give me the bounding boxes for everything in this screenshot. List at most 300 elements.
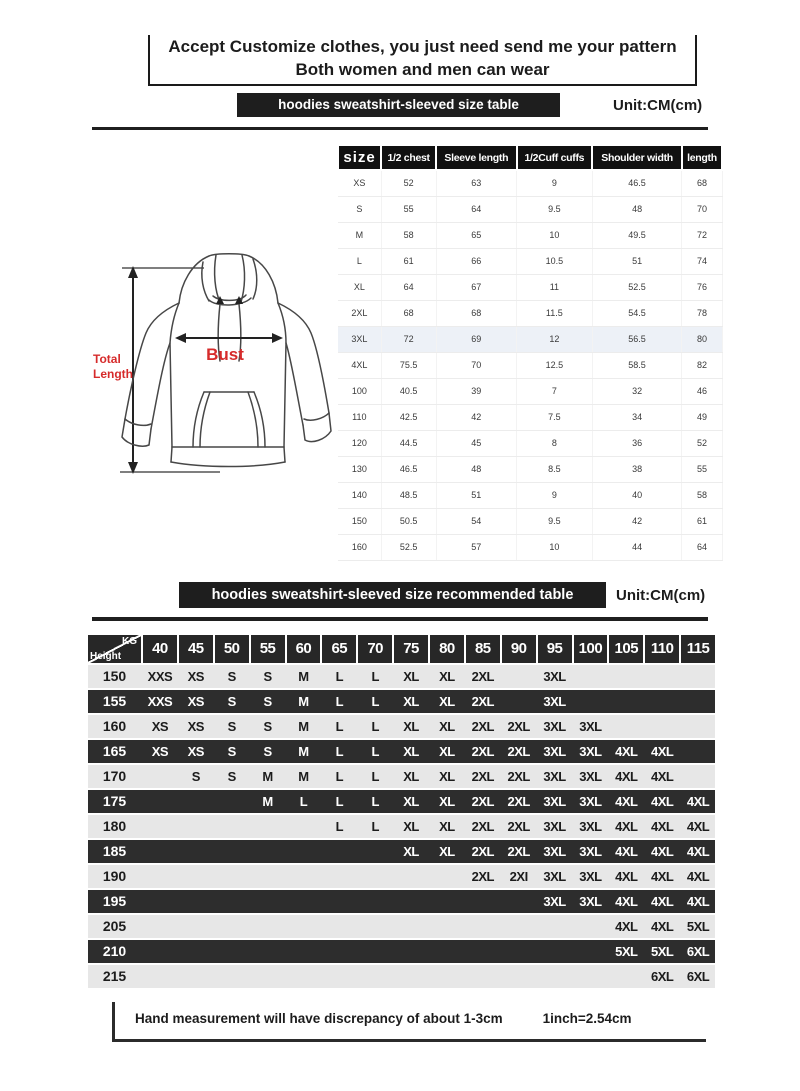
recommended-size-cell: 4XL bbox=[686, 869, 710, 884]
size-table-cell: 63 bbox=[436, 170, 516, 196]
recommended-size-cell: XS bbox=[187, 694, 204, 709]
recommended-size-cell: 3XL bbox=[543, 769, 566, 784]
kg-label: KG bbox=[122, 636, 137, 647]
size-table-head bbox=[338, 145, 722, 170]
height-row-label: 175 bbox=[102, 793, 127, 809]
recommended-size-cell bbox=[179, 965, 213, 988]
recommended-size-cell: 4XL bbox=[651, 869, 674, 884]
total-length-label-line1: Total bbox=[93, 352, 121, 366]
recommended-row bbox=[88, 665, 715, 688]
size-table-cell: 64 bbox=[436, 196, 516, 222]
size-table-cell: 51 bbox=[436, 482, 516, 508]
divider-line-top bbox=[92, 127, 708, 130]
recommended-size-cell bbox=[574, 915, 608, 938]
recommended-size-cell bbox=[466, 940, 500, 963]
recommended-size-cell: 3XL bbox=[579, 844, 602, 859]
recommended-size-cell: 4XL bbox=[686, 794, 710, 809]
recommended-size-cell: 4XL bbox=[615, 769, 638, 784]
customize-note bbox=[148, 35, 697, 86]
recommended-size-cell: XL bbox=[439, 769, 455, 784]
size-table-cell: 68 bbox=[381, 300, 436, 326]
recommended-size-cell: XL bbox=[439, 669, 455, 684]
size-table-column-header: Sleeve length bbox=[436, 145, 516, 170]
recommended-size-cell: 2XL bbox=[471, 744, 494, 759]
recommended-row bbox=[88, 690, 715, 713]
recommended-row bbox=[88, 940, 715, 963]
recommended-size-cell bbox=[394, 965, 428, 988]
recommended-size-cell: XL bbox=[403, 694, 419, 709]
size-table-cell: 67 bbox=[436, 274, 516, 300]
size-table-cell: 9 bbox=[517, 170, 593, 196]
recommended-size-cell bbox=[322, 915, 356, 938]
size-table-cell: 52.5 bbox=[381, 534, 436, 560]
recommended-size-cell bbox=[322, 865, 356, 888]
size-table-cell: 50.5 bbox=[381, 508, 436, 534]
recommended-size-cell: L bbox=[335, 744, 344, 759]
recommended-size-cell: 4XL bbox=[651, 844, 674, 859]
weight-column-header: 105 bbox=[609, 635, 643, 663]
recommended-table-banner: hoodies sweatshirt-sleeved size recommended table bbox=[179, 582, 606, 608]
recommended-size-cell: 5XL bbox=[615, 944, 638, 959]
weight-column-header: 80 bbox=[430, 635, 464, 663]
recommended-size-cell: 3XL bbox=[543, 844, 566, 859]
size-table bbox=[337, 144, 723, 576]
recommended-size-cell bbox=[502, 690, 536, 713]
recommended-row bbox=[88, 965, 715, 988]
size-table-cell: 10.5 bbox=[517, 248, 593, 274]
recommended-size-cell: 4XL bbox=[651, 769, 674, 784]
size-table-cell: 12 bbox=[517, 326, 593, 352]
size-table-cell: L bbox=[338, 248, 381, 274]
recommended-size-cell bbox=[287, 840, 321, 863]
size-table-cell: 68 bbox=[436, 300, 516, 326]
size-table-cell: 40.5 bbox=[381, 378, 436, 404]
recommended-size-cell: 2XL bbox=[471, 719, 494, 734]
size-table-cell: 45 bbox=[436, 430, 516, 456]
height-row-label: 155 bbox=[102, 693, 127, 709]
size-table-cell: XS bbox=[338, 170, 381, 196]
recommended-size-cell bbox=[143, 790, 177, 813]
customize-note-line1: Accept Customize clothes, you just need send me your pattern bbox=[168, 37, 677, 56]
recommended-size-cell: 3XL bbox=[543, 744, 566, 759]
recommended-size-cell bbox=[179, 865, 213, 888]
size-table-cell: 49 bbox=[682, 404, 722, 430]
recommended-size-cell: S bbox=[227, 769, 236, 784]
size-table-cell: 76 bbox=[682, 274, 722, 300]
recommended-size-cell: 4XL bbox=[686, 844, 710, 859]
recommended-size-cell: M bbox=[262, 769, 273, 784]
size-table-cell: 42 bbox=[592, 508, 682, 534]
size-table-row bbox=[338, 404, 722, 430]
recommended-size-cell bbox=[574, 665, 608, 688]
recommended-size-cell: 4XL bbox=[651, 794, 674, 809]
recommended-size-cell: 3XL bbox=[579, 744, 602, 759]
size-table-cell: 36 bbox=[592, 430, 682, 456]
recommended-size-cell: 3XL bbox=[543, 869, 566, 884]
recommended-size-cell: M bbox=[298, 694, 309, 709]
recommended-size-cell: S bbox=[227, 669, 236, 684]
hoodie-illustration bbox=[92, 241, 337, 489]
height-label-corner: Height bbox=[90, 651, 122, 662]
size-table-cell: 72 bbox=[682, 222, 722, 248]
recommended-row bbox=[88, 740, 715, 763]
recommended-size-cell bbox=[466, 890, 500, 913]
size-table-row bbox=[338, 378, 722, 404]
weight-column-header: 110 bbox=[645, 635, 679, 663]
height-row-label: 195 bbox=[102, 893, 127, 909]
recommended-size-cell bbox=[466, 915, 500, 938]
recommended-size-cell bbox=[215, 915, 249, 938]
recommended-size-cell bbox=[143, 765, 177, 788]
recommended-size-cell: 4XL bbox=[651, 819, 674, 834]
hoodie-diagram bbox=[92, 241, 337, 576]
recommended-size-cell: 4XL bbox=[615, 844, 638, 859]
recommended-row bbox=[88, 840, 715, 863]
size-table-cell: 34 bbox=[592, 404, 682, 430]
recommended-size-cell bbox=[574, 965, 608, 988]
size-table-cell: 120 bbox=[338, 430, 381, 456]
recommended-size-cell: XL bbox=[439, 844, 455, 859]
recommended-size-cell bbox=[430, 865, 464, 888]
recommended-size-cell bbox=[143, 890, 177, 913]
recommended-size-cell bbox=[287, 915, 321, 938]
recommended-size-cell bbox=[609, 690, 643, 713]
recommended-size-cell: 4XL bbox=[651, 744, 674, 759]
size-table-column-header: size bbox=[338, 145, 381, 170]
recommended-size-cell bbox=[358, 915, 392, 938]
size-table-row bbox=[338, 534, 722, 560]
recommended-size-cell bbox=[179, 890, 213, 913]
recommended-size-cell: 2XL bbox=[507, 769, 530, 784]
size-table-cell: 54.5 bbox=[592, 300, 682, 326]
size-table-cell: 44.5 bbox=[381, 430, 436, 456]
recommended-size-cell: 2XL bbox=[471, 694, 494, 709]
recommended-size-cell bbox=[645, 690, 679, 713]
recommended-size-cell bbox=[179, 815, 213, 838]
recommended-size-cell: L bbox=[335, 794, 344, 809]
recommended-size-cell: 3XL bbox=[543, 794, 566, 809]
size-table-cell: 9 bbox=[517, 482, 593, 508]
recommended-size-cell bbox=[215, 965, 249, 988]
size-table-row bbox=[338, 274, 722, 300]
size-table-cell: 55 bbox=[682, 456, 722, 482]
size-table-cell: 78 bbox=[682, 300, 722, 326]
size-table-cell: 10 bbox=[517, 534, 593, 560]
size-table-cell: 150 bbox=[338, 508, 381, 534]
size-table-row bbox=[338, 352, 722, 378]
size-table-cell: 160 bbox=[338, 534, 381, 560]
size-table-cell: 58.5 bbox=[592, 352, 682, 378]
recommended-size-cell bbox=[502, 915, 536, 938]
size-table-cell: 48.5 bbox=[381, 482, 436, 508]
recommended-size-cell: XL bbox=[439, 794, 455, 809]
measurement-note-text: Hand measurement will have discrepancy of about 1-3cm bbox=[135, 1011, 503, 1026]
recommended-size-cell bbox=[394, 940, 428, 963]
recommended-size-cell bbox=[430, 940, 464, 963]
size-table-column-header: 1/2Cuff cuffs bbox=[517, 145, 593, 170]
recommended-size-cell: XL bbox=[403, 844, 419, 859]
recommended-size-cell: 4XL bbox=[651, 919, 674, 934]
recommended-size-cell bbox=[215, 890, 249, 913]
recommended-size-cell bbox=[215, 865, 249, 888]
size-table-cell: 140 bbox=[338, 482, 381, 508]
recommended-size-cell: 6XL bbox=[686, 944, 710, 959]
recommended-size-cell bbox=[215, 815, 249, 838]
recommended-size-cell: S bbox=[191, 769, 200, 784]
recommended-size-cell bbox=[215, 840, 249, 863]
recommended-size-cell bbox=[287, 965, 321, 988]
recommended-size-cell: 6XL bbox=[686, 969, 710, 984]
size-table-cell: 65 bbox=[436, 222, 516, 248]
recommended-size-cell bbox=[143, 865, 177, 888]
size-table-cell: 39 bbox=[436, 378, 516, 404]
recommended-size-cell: L bbox=[299, 794, 308, 809]
size-table-cell: 130 bbox=[338, 456, 381, 482]
size-table-cell: 64 bbox=[381, 274, 436, 300]
height-row-label: 205 bbox=[102, 918, 127, 934]
recommended-size-cell: S bbox=[227, 694, 236, 709]
height-row-label: 190 bbox=[102, 868, 127, 884]
size-table-cell: 58 bbox=[682, 482, 722, 508]
recommended-size-cell bbox=[681, 715, 715, 738]
recommended-size-cell: 2XL bbox=[507, 844, 530, 859]
size-table-cell: 48 bbox=[436, 456, 516, 482]
size-table-cell: 100 bbox=[338, 378, 381, 404]
recommended-size-cell: M bbox=[262, 794, 273, 809]
recommended-size-cell: XL bbox=[439, 744, 455, 759]
recommended-size-cell bbox=[609, 965, 643, 988]
size-table-row bbox=[338, 248, 722, 274]
recommended-size-cell: XXS bbox=[147, 694, 173, 709]
recommended-size-cell bbox=[143, 840, 177, 863]
weight-column-header: 115 bbox=[681, 635, 715, 663]
recommended-size-cell: 2XL bbox=[507, 794, 530, 809]
size-table-cell: 82 bbox=[682, 352, 722, 378]
recommended-size-cell bbox=[251, 815, 285, 838]
recommended-size-cell bbox=[502, 940, 536, 963]
size-table-cell: 68 bbox=[682, 170, 722, 196]
recommended-size-cell: 4XL bbox=[686, 819, 710, 834]
recommended-size-cell: L bbox=[335, 769, 344, 784]
size-table-cell: 46.5 bbox=[592, 170, 682, 196]
size-table-cell: 56.5 bbox=[592, 326, 682, 352]
recommended-size-cell bbox=[394, 915, 428, 938]
size-table-column-header: length bbox=[682, 145, 722, 170]
weight-column-header: 100 bbox=[574, 635, 608, 663]
recommended-size-cell bbox=[681, 740, 715, 763]
weight-column-header: 75 bbox=[394, 635, 428, 663]
size-table-cell: 54 bbox=[436, 508, 516, 534]
recommended-size-cell: M bbox=[298, 719, 309, 734]
size-table-cell: 44 bbox=[592, 534, 682, 560]
recommended-size-cell bbox=[179, 915, 213, 938]
recommended-size-cell: XL bbox=[403, 744, 419, 759]
size-table-cell: 7 bbox=[517, 378, 593, 404]
size-table-row bbox=[338, 222, 722, 248]
recommended-size-cell bbox=[251, 865, 285, 888]
size-table-banner-row bbox=[0, 93, 800, 117]
recommended-table-unit: Unit:CM(cm) bbox=[616, 586, 706, 604]
recommended-size-cell bbox=[394, 890, 428, 913]
height-row-label: 185 bbox=[102, 843, 127, 859]
weight-column-header: 95 bbox=[538, 635, 572, 663]
recommended-size-cell: L bbox=[335, 694, 344, 709]
recommended-size-cell bbox=[251, 890, 285, 913]
recommended-size-cell: 3XL bbox=[579, 819, 602, 834]
recommended-size-cell bbox=[143, 940, 177, 963]
recommended-banner-row bbox=[0, 582, 800, 608]
size-table-grid bbox=[337, 144, 723, 561]
size-table-cell: 11.5 bbox=[517, 300, 593, 326]
customize-note-line2: Both women and men can wear bbox=[295, 60, 550, 79]
size-table-cell: 57 bbox=[436, 534, 516, 560]
recommended-size-cell: 2XL bbox=[471, 869, 494, 884]
size-table-column-header: 1/2 chest bbox=[381, 145, 436, 170]
recommended-size-cell bbox=[430, 890, 464, 913]
recommended-size-cell bbox=[179, 940, 213, 963]
recommended-size-cell bbox=[251, 915, 285, 938]
size-table-cell: 70 bbox=[682, 196, 722, 222]
size-table-cell: 51 bbox=[592, 248, 682, 274]
size-table-cell: 52.5 bbox=[592, 274, 682, 300]
recommended-size-cell: 2XL bbox=[471, 669, 494, 684]
weight-column-header: 40 bbox=[143, 635, 177, 663]
recommended-size-cell: L bbox=[335, 669, 344, 684]
size-table-cell: 110 bbox=[338, 404, 381, 430]
recommended-size-cell: S bbox=[263, 694, 272, 709]
size-table-row bbox=[338, 170, 722, 196]
size-table-cell: 66 bbox=[436, 248, 516, 274]
recommended-size-cell: S bbox=[227, 719, 236, 734]
height-row-label: 150 bbox=[102, 668, 127, 684]
size-table-cell: 64 bbox=[682, 534, 722, 560]
recommended-row bbox=[88, 815, 715, 838]
recommended-size-cell: 3XL bbox=[543, 894, 566, 909]
recommended-size-cell: 4XL bbox=[615, 869, 638, 884]
height-row-label: 165 bbox=[102, 743, 127, 759]
recommended-size-cell bbox=[287, 815, 321, 838]
recommended-size-cell bbox=[251, 840, 285, 863]
recommended-size-cell bbox=[466, 965, 500, 988]
recommended-size-cell: 3XL bbox=[543, 819, 566, 834]
recommended-size-cell bbox=[143, 965, 177, 988]
recommended-size-cell bbox=[681, 690, 715, 713]
recommended-size-cell bbox=[394, 865, 428, 888]
size-table-cell: 58 bbox=[381, 222, 436, 248]
size-table-cell: 8 bbox=[517, 430, 593, 456]
recommended-table bbox=[88, 635, 715, 988]
weight-column-header: 90 bbox=[502, 635, 536, 663]
recommended-size-cell bbox=[502, 965, 536, 988]
size-table-cell: 80 bbox=[682, 326, 722, 352]
recommended-row bbox=[88, 865, 715, 888]
recommended-size-cell: XS bbox=[187, 719, 204, 734]
size-table-cell: S bbox=[338, 196, 381, 222]
measurement-note bbox=[112, 1002, 706, 1042]
recommended-size-cell: S bbox=[263, 744, 272, 759]
height-row-label: 215 bbox=[102, 968, 127, 984]
recommended-size-cell: XL bbox=[403, 669, 419, 684]
recommended-size-cell: S bbox=[263, 719, 272, 734]
size-table-cell: 72 bbox=[381, 326, 436, 352]
recommended-size-cell: 2XI bbox=[509, 869, 528, 884]
weight-column-header: 45 bbox=[179, 635, 213, 663]
bust-label: Bust bbox=[206, 345, 244, 364]
measurement-section bbox=[0, 144, 800, 576]
size-table-cell: 70 bbox=[436, 352, 516, 378]
recommended-size-cell: XL bbox=[403, 819, 419, 834]
recommended-size-cell: 2XL bbox=[507, 819, 530, 834]
recommended-size-cell: 4XL bbox=[615, 819, 638, 834]
recommended-size-cell: 3XL bbox=[579, 894, 602, 909]
recommended-size-cell: L bbox=[335, 719, 344, 734]
size-table-body bbox=[338, 170, 722, 560]
size-table-cell: 61 bbox=[682, 508, 722, 534]
recommended-size-cell: 4XL bbox=[651, 894, 674, 909]
size-table-cell: 52 bbox=[682, 430, 722, 456]
recommended-size-cell bbox=[430, 915, 464, 938]
recommended-size-cell bbox=[179, 790, 213, 813]
recommended-size-cell bbox=[645, 715, 679, 738]
recommended-size-cell: 3XL bbox=[579, 794, 602, 809]
size-table-cell: 75.5 bbox=[381, 352, 436, 378]
size-table-cell: 48 bbox=[592, 196, 682, 222]
recommended-size-cell bbox=[538, 940, 572, 963]
size-table-cell: 3XL bbox=[338, 326, 381, 352]
recommended-size-cell bbox=[502, 665, 536, 688]
recommended-size-cell bbox=[430, 965, 464, 988]
size-table-cell: 12.5 bbox=[517, 352, 593, 378]
size-table-cell: 42 bbox=[436, 404, 516, 430]
recommended-size-cell bbox=[322, 890, 356, 913]
recommended-size-cell: S bbox=[263, 669, 272, 684]
recommended-size-cell: 3XL bbox=[579, 719, 602, 734]
recommended-row bbox=[88, 790, 715, 813]
recommended-size-cell bbox=[215, 790, 249, 813]
size-table-cell: 2XL bbox=[338, 300, 381, 326]
recommended-size-cell: 2XL bbox=[507, 744, 530, 759]
size-table-row bbox=[338, 508, 722, 534]
recommended-size-cell: XS bbox=[151, 744, 169, 759]
recommended-size-cell: 4XL bbox=[615, 794, 638, 809]
size-table-column-header: Shoulder width bbox=[592, 145, 682, 170]
recommended-size-cell: 3XL bbox=[543, 719, 566, 734]
size-table-cell: 9.5 bbox=[517, 196, 593, 222]
size-table-cell: 69 bbox=[436, 326, 516, 352]
recommended-size-cell: 3XL bbox=[543, 669, 566, 684]
size-table-cell: 4XL bbox=[338, 352, 381, 378]
size-table-cell: 38 bbox=[592, 456, 682, 482]
recommended-size-cell bbox=[287, 940, 321, 963]
recommended-size-cell: L bbox=[335, 819, 344, 834]
size-table-cell: 61 bbox=[381, 248, 436, 274]
size-table-cell: 9.5 bbox=[517, 508, 593, 534]
recommended-size-cell bbox=[609, 665, 643, 688]
recommended-size-cell: 5XL bbox=[686, 919, 710, 934]
size-table-cell: 7.5 bbox=[517, 404, 593, 430]
size-table-cell: 55 bbox=[381, 196, 436, 222]
recommended-size-cell bbox=[538, 965, 572, 988]
recommended-size-cell: M bbox=[298, 744, 309, 759]
size-table-unit: Unit:CM(cm) bbox=[613, 96, 703, 114]
recommended-size-cell: 4XL bbox=[615, 744, 638, 759]
recommended-size-cell bbox=[287, 865, 321, 888]
size-table-cell: 46.5 bbox=[381, 456, 436, 482]
recommended-size-cell bbox=[287, 890, 321, 913]
size-table-cell: 52 bbox=[381, 170, 436, 196]
recommended-table-body bbox=[88, 665, 715, 988]
height-row-label: 160 bbox=[102, 718, 127, 734]
